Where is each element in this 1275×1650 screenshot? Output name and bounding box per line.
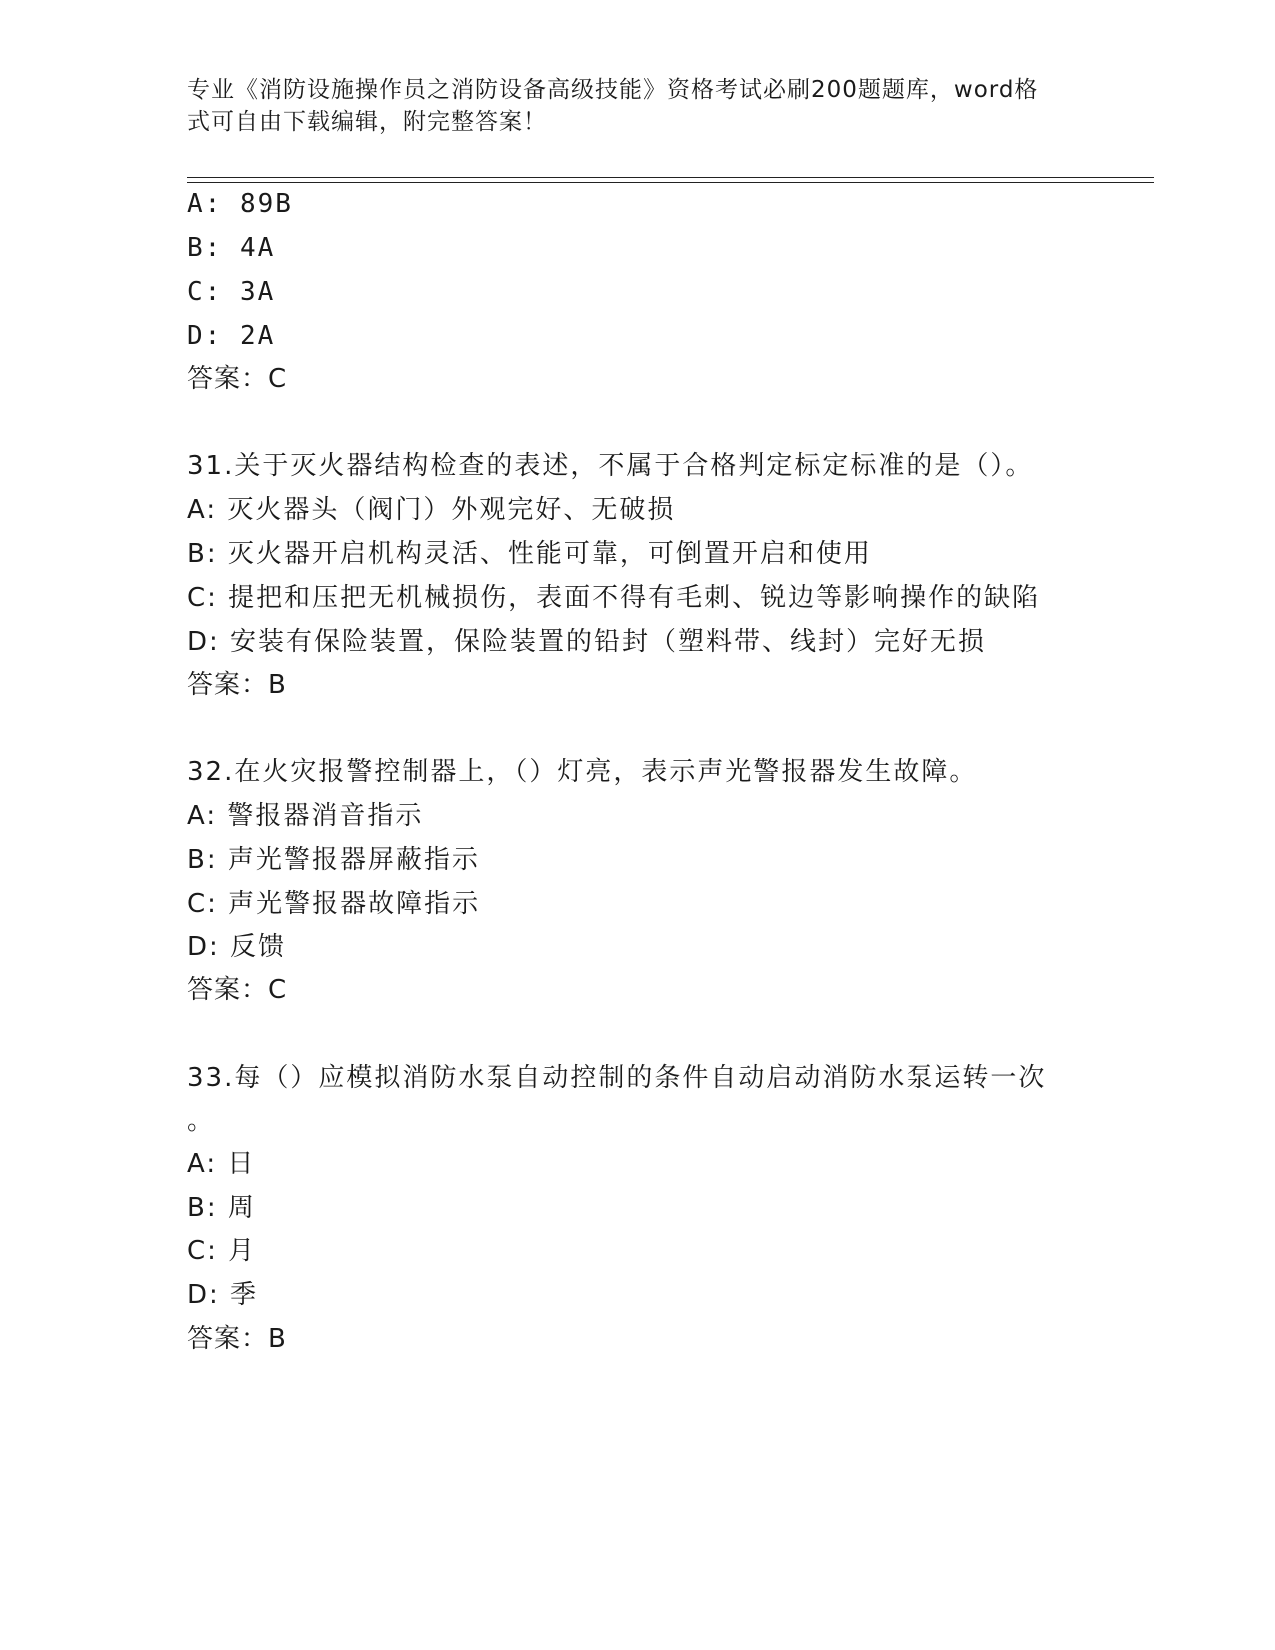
q32-option-d: D: 反馈 <box>187 932 287 962</box>
q32-stem: 32.在火灾报警控制器上，（）灯亮，表示声光警报器发生故障。 <box>187 757 978 787</box>
q31-option-a: A: 灭火器头（阀门）外观完好、无破损 <box>187 495 676 525</box>
header-line-2: 式可自由下载编辑，附完整答案！ <box>187 109 547 135</box>
q32-answer: 答案：C <box>187 975 288 1005</box>
q32-option-c: C: 声光警报器故障指示 <box>187 889 481 919</box>
q33-option-b: B: 周 <box>187 1193 256 1223</box>
q31-option-d: D: 安装有保险装置，保险装置的铅封（塑料带、线封）完好无损 <box>187 627 987 657</box>
q30-option-a: A: 89B <box>187 189 293 219</box>
q33-answer: 答案：B <box>187 1324 287 1354</box>
q32-option-a: A: 警报器消音指示 <box>187 801 424 831</box>
q31-stem: 31.关于灭火器结构检查的表述，不属于合格判定标定标准的是（）。 <box>187 451 1034 481</box>
header-rule-bottom <box>187 182 1154 183</box>
header-rule-top <box>187 177 1154 178</box>
q31-option-b: B: 灭火器开启机构灵活、性能可靠，可倒置开启和使用 <box>187 539 872 569</box>
q30-option-d: D: 2A <box>187 321 276 351</box>
header-line-1: 专业《消防设施操作员之消防设备高级技能》资格考试必刷200题题库，word格 <box>187 77 1039 103</box>
q33-stem: 33.每（）应模拟消防水泵自动控制的条件自动启动消防水泵运转一次 <box>187 1063 1047 1093</box>
q33-option-a: A: 日 <box>187 1149 256 1179</box>
q31-option-c: C: 提把和压把无机械损伤，表面不得有毛刺、锐边等影响操作的缺陷 <box>187 583 1041 613</box>
q32-option-b: B: 声光警报器屏蔽指示 <box>187 845 480 875</box>
q31-answer: 答案：B <box>187 670 287 700</box>
q33-stem-continued: 。 <box>187 1106 216 1136</box>
q33-option-c: C: 月 <box>187 1236 257 1266</box>
q30-option-c: C: 3A <box>187 277 276 307</box>
document-header <box>187 74 1067 138</box>
q30-option-b: B: 4A <box>187 233 276 263</box>
q30-answer: 答案：C <box>187 364 288 394</box>
q33-option-d: D: 季 <box>187 1280 259 1310</box>
